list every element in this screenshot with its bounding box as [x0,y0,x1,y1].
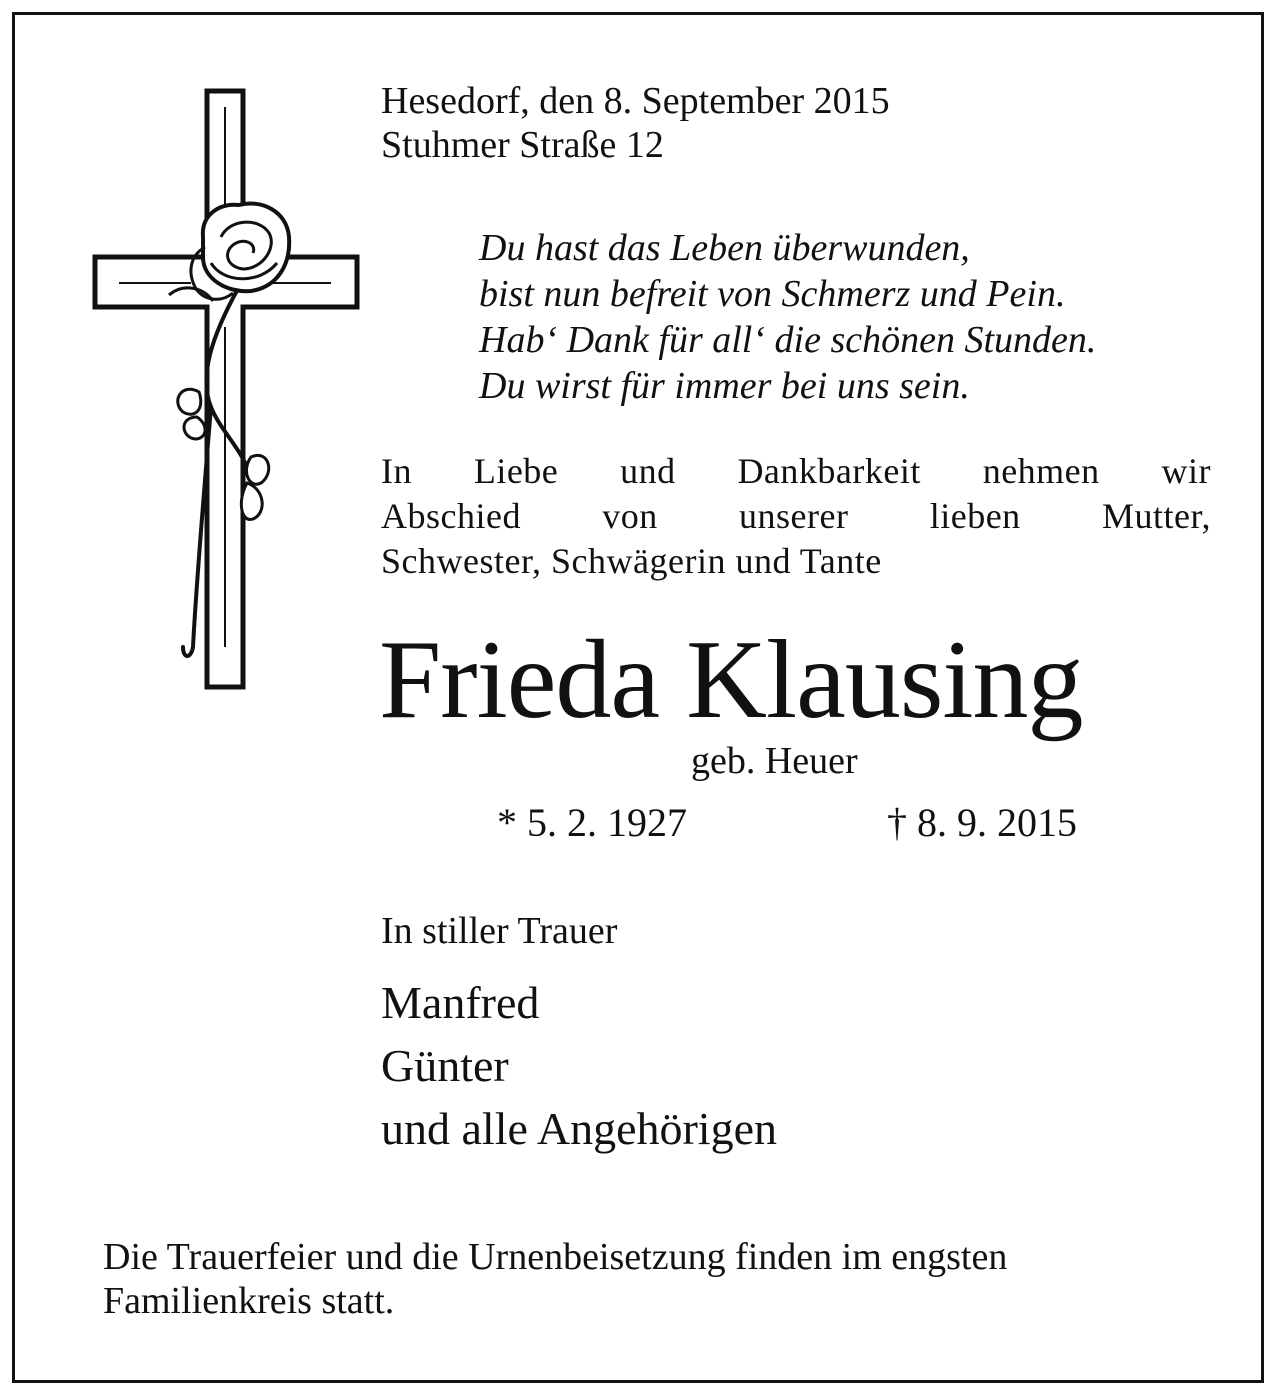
mourner-name: Günter [381,1040,509,1091]
poem-line: Du hast das Leben überwunden, [479,227,970,269]
birth-date: * 5. 2. 1927 [497,800,687,845]
poem-line: bist nun befreit von Schmerz und Pein. [479,273,1066,315]
word: wir [1161,451,1211,491]
poem [479,225,1096,409]
word: und [620,451,676,491]
deceased-name: Frieda Klausing [379,618,1083,742]
place-date: Hesedorf, den 8. September 2015 [381,80,890,122]
notice-line: Familienkreis statt. [103,1280,395,1322]
obituary-frame [12,12,1264,1383]
farewell-line-1 [381,449,1211,494]
mourning-intro: In stiller Trauer [381,910,618,952]
poem-line: Du wirst für immer bei uns sein. [479,365,970,407]
farewell-text [381,449,1211,584]
notice-line: Die Trauerfeier und die Urnenbeisetzung finden im engsten [103,1236,1008,1278]
word: In [381,451,412,491]
mourner-name: Manfred [381,977,540,1028]
word: Mutter, [1101,496,1211,536]
word: Liebe [473,451,559,491]
address: Stuhmer Straße 12 [381,124,664,166]
word: lieben [929,496,1021,536]
word: unserer [739,496,849,536]
mourner-name: und alle Angehörigen [381,1103,778,1154]
cross-with-rose-icon [91,87,363,693]
death-date: † 8. 9. 2015 [887,800,1077,845]
funeral-notice [103,1235,1007,1323]
word: von [602,496,658,536]
word: nehmen [982,451,1100,491]
poem-line: Hab‘ Dank für all‘ die schönen Stunden. [479,319,1097,361]
farewell-line-3: Schwester, Schwägerin und Tante [381,541,882,581]
word: Abschied [381,496,521,536]
farewell-line-2 [381,494,1211,539]
mourners-list [381,971,777,1160]
word: Dankbarkeit [737,451,921,491]
maiden-name: geb. Heuer [691,740,858,782]
